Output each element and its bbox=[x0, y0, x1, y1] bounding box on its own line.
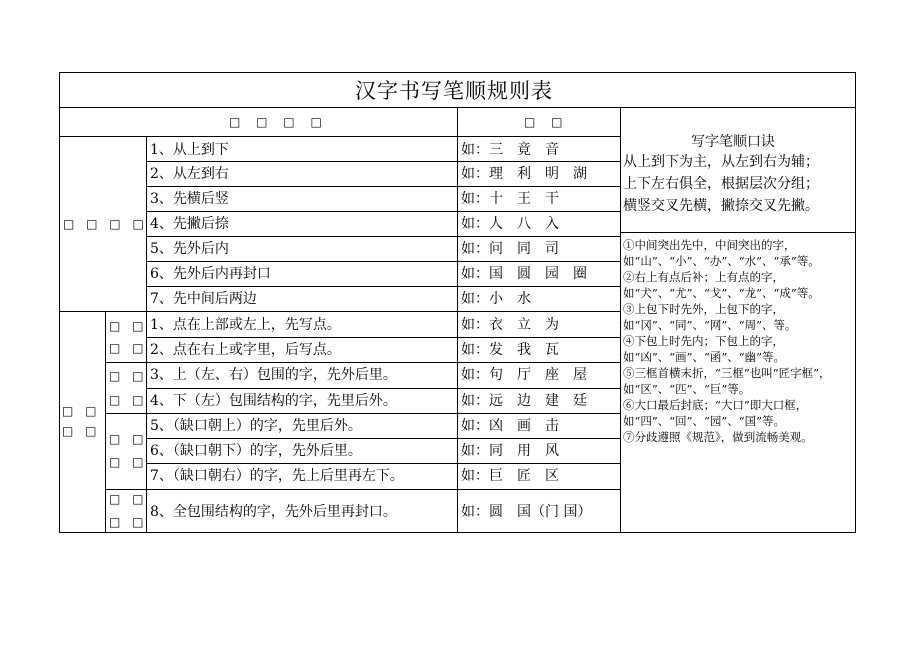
rule-example: 如：衣 立 为 bbox=[461, 317, 559, 333]
rule-example: 如：问 同 司 bbox=[461, 241, 559, 257]
rule-example: 如：远 边 建 廷 bbox=[461, 393, 587, 409]
notes-list bbox=[623, 237, 859, 445]
rule-text: 5、（缺口朝上）的字，先里后外。 bbox=[150, 418, 362, 434]
rule-example: 如：发 我 瓦 bbox=[461, 342, 559, 358]
divider bbox=[146, 136, 147, 533]
divider bbox=[146, 286, 620, 287]
note-item: ④下包上时先内；下包上的字，如“凶”、“画”、“函”、“幽”等。 bbox=[623, 334, 786, 364]
divider bbox=[146, 161, 620, 162]
divider bbox=[146, 261, 620, 262]
group-label: □ □ bbox=[109, 393, 148, 407]
rule-text: 2、点在右上或字里，后写点。 bbox=[150, 342, 341, 358]
rule-example: 如：圆 国（门 国） bbox=[461, 504, 592, 520]
page-title: 汉字书写笔顺规则表 bbox=[355, 79, 553, 103]
header-example-label: □ □ bbox=[524, 115, 569, 129]
group-label: □ □ bbox=[109, 432, 148, 446]
special-rules-label-line2: □ □ bbox=[62, 424, 101, 438]
rule-text: 5、先外后内 bbox=[150, 241, 229, 257]
header-rule-label: □ □ □ □ bbox=[229, 115, 328, 129]
note-item: ①中间突出先中，中间突出的字，如“山”、“小”、“办”、“水”、“承”等。 bbox=[623, 238, 820, 268]
rule-example: 如：国 圆 园 圈 bbox=[461, 266, 587, 282]
rule-example: 如：十 王 干 bbox=[461, 191, 559, 207]
group-label: □ □ bbox=[109, 341, 148, 355]
divider bbox=[146, 186, 620, 187]
divider bbox=[620, 232, 856, 233]
poem-line: 从上到下为主，从左到右为辅； bbox=[623, 154, 819, 170]
divider bbox=[146, 236, 620, 237]
divider bbox=[620, 107, 621, 533]
rule-text: 4、下（左）包围结构的字，先里后外。 bbox=[150, 393, 397, 409]
note-item: ⑥大口最后封底；“大口”即大口框，如“四”、“回”、“园”、“国”等。 bbox=[623, 398, 808, 428]
divider bbox=[146, 463, 620, 464]
rule-text: 3、先横后竖 bbox=[150, 191, 229, 207]
divider bbox=[59, 136, 620, 137]
group-label: □ □ bbox=[109, 369, 148, 383]
divider bbox=[105, 489, 620, 490]
rule-text: 8、全包围结构的字，先外后里再封口。 bbox=[150, 504, 397, 520]
divider bbox=[105, 413, 620, 414]
rule-text: 2、从左到右 bbox=[150, 166, 229, 182]
note-item: ⑦分歧遵照《规范》，做到流畅美观。 bbox=[623, 430, 813, 444]
group-label: □ □ bbox=[109, 455, 148, 469]
divider bbox=[146, 438, 620, 439]
rule-text: 4、先撇后捺 bbox=[150, 216, 229, 232]
divider bbox=[105, 362, 620, 363]
special-rules-label-line1: □ □ bbox=[62, 404, 101, 418]
rule-text: 1、从上到下 bbox=[150, 142, 229, 158]
rule-text: 6、（缺口朝下）的字，先外后里。 bbox=[150, 443, 362, 459]
rule-text: 7、先中间后两边 bbox=[150, 291, 257, 307]
rule-text: 7、（缺口朝右）的字，先上后里再左下。 bbox=[150, 468, 404, 484]
group-label: □ □ bbox=[109, 492, 148, 506]
rule-example: 如：小 水 bbox=[461, 291, 531, 307]
poem-line: 上下左右俱全，根据层次分组； bbox=[623, 176, 819, 192]
rule-example: 如：人 八 入 bbox=[461, 216, 559, 232]
rule-example: 如：同 用 风 bbox=[461, 443, 559, 459]
basic-rules-label: □ □ □ □ bbox=[63, 217, 148, 231]
rule-example: 如：句 厅 座 屋 bbox=[461, 367, 587, 383]
note-item: ⑤三框首横末折，“三框”也叫“匠字框”，如“区”、“匹”、“巨”等。 bbox=[623, 366, 831, 396]
rule-text: 1、点在上部或左上，先写点。 bbox=[150, 317, 341, 333]
rule-text: 3、上（左、右）包围的字，先外后里。 bbox=[150, 367, 397, 383]
poem-line: 横竖交叉先横，撇捺交叉先撇。 bbox=[623, 198, 819, 214]
note-item: ③上包下时先外，上包下的字，如“冈”、“同”、“网”、“周”、等。 bbox=[623, 302, 797, 332]
rule-example: 如：三 竟 音 bbox=[461, 142, 559, 158]
divider bbox=[105, 311, 106, 533]
rule-example: 如：凶 画 击 bbox=[461, 418, 559, 434]
divider bbox=[146, 211, 620, 212]
group-label: □ □ bbox=[109, 319, 148, 333]
rule-example: 如：理 利 明 湖 bbox=[461, 166, 587, 182]
poem-title: 写字笔顺口诀 bbox=[691, 134, 775, 150]
divider bbox=[146, 388, 620, 389]
divider bbox=[59, 311, 620, 312]
divider bbox=[457, 107, 458, 533]
note-item: ②右上有点后补；上有点的字，如“犬”、“尤”、“戈”、“龙”、“成”等。 bbox=[623, 270, 820, 300]
rule-example: 如：巨 匠 区 bbox=[461, 468, 559, 484]
group-label: □ □ bbox=[109, 515, 148, 529]
divider bbox=[146, 337, 620, 338]
rule-text: 6、先外后内再封口 bbox=[150, 266, 271, 282]
